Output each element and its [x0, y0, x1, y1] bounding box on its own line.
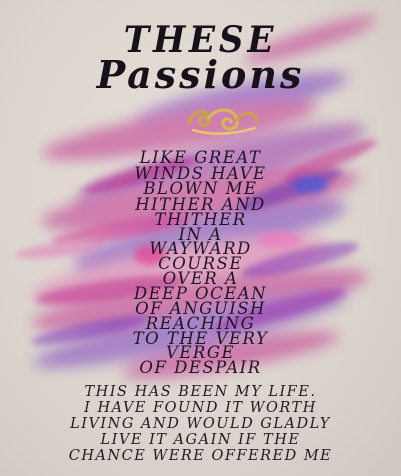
poem-line: BLOWN ME: [143, 179, 258, 198]
poem-line: WINDS HAVE: [134, 164, 267, 183]
poem-line: THITHER: [154, 210, 247, 229]
gold-swirl-icon: [183, 100, 263, 138]
title-line-2: Passions: [96, 52, 305, 97]
poem-line: OF ANGUISH: [135, 299, 266, 318]
poem-line: THIS HAS BEEN MY LIFE.: [84, 384, 317, 400]
poem-line: LIVE IT AGAIN IF THE: [100, 432, 301, 448]
poem-line: REACHING: [145, 314, 256, 333]
poem-line: LIKE GREAT: [139, 148, 262, 167]
poem-line: CHANCE WERE OFFERED ME: [68, 448, 333, 464]
poem-line: DEEP OCEAN: [133, 284, 268, 303]
poem-line: LIVING AND WOULD GLADLY: [70, 416, 331, 432]
title-line-1: THESE: [123, 19, 278, 61]
poem-line: HITHER AND: [135, 195, 266, 214]
poem-line: COURSE: [158, 254, 243, 273]
poem-line: I HAVE FOUND IT WORTH: [84, 400, 317, 416]
poem-line: OVER A: [162, 269, 239, 288]
poem-line: WAYWARD: [149, 239, 252, 258]
poem-line: IN A: [178, 225, 223, 244]
poem-line: TO THE VERY: [132, 329, 269, 348]
poem-line: OF DESPAIR: [139, 358, 262, 377]
poem-line: VERGE: [165, 343, 236, 362]
